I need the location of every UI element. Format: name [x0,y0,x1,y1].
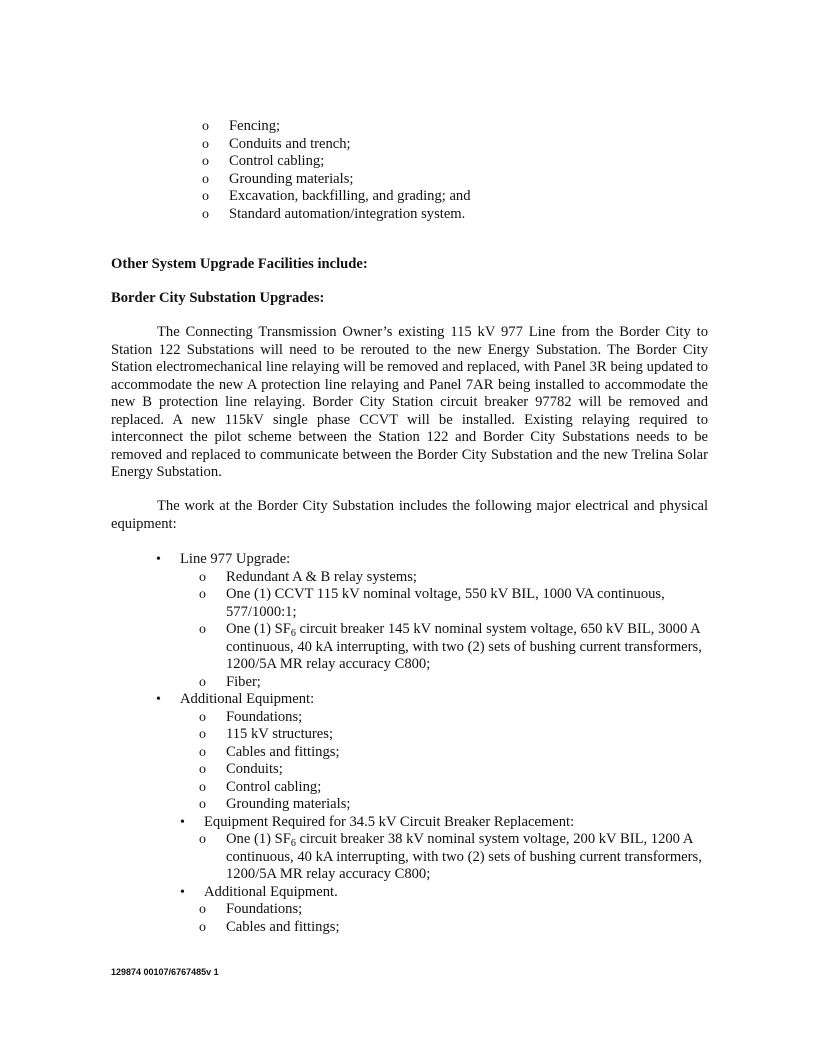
dot-bullet: • [156,692,161,707]
circle-bullet: o [199,709,206,725]
circle-bullet: o [202,154,209,169]
list-item: o Grounding materials; [202,170,354,187]
list-item: o 115 kV structures; [199,726,334,742]
sub-list [199,901,710,936]
list-item-line-977: • Line 977 Upgrade: o Redundant A & B relay systems; o One (1) CCVT 115 kV nominal voltage, 550 kV BIL, 1000 VA continuous, 577/1000:1; o One (1) $SF_6$ circuit breaker 145 kV nominal system voltage, 650 kV BIL, 3000 A continuous, 40 kA interrupting, with two (2) sets of bushing current transformers, 1200/5A MR relay accuracy C800; o Fiber; [180,551,710,691]
list-item: o Conduits; [199,761,283,777]
list-item: o Conduits and trench; [202,135,351,152]
dot-bullet: • [156,552,161,567]
circle-bullet: o [199,674,206,690]
circle-bullet: o [202,171,209,187]
sub-list [180,569,710,692]
list-item-additional-equipment: • Additional Equipment: o Foundations; o 115 kV structures; o Cables and fittings; o Conduits; o Control cabling; o Grounding materials; [180,691,710,814]
body-paragraph: The work at the Border City Substation includes the following major electrical and physical equipment: [111,498,708,532]
list-item: o One (1) CCVT 115 kV nominal voltage, 550 kV BIL, 1000 VA continuous, 577/1000:1; [199,586,665,620]
body-paragraph: The Connecting Transmission Owner’s existing 115 kV 977 Line from the Border City to Station 122 Substations will need to be rerouted to the new Energy Substation. The Border City Station electromechanical line relaying will be removed and replaced, with Panel 3R being updated to accommodate the new A protection line relaying and Panel 7AR being installed to accommodate the new B protection line relaying. Border City Station circuit breaker 97782 will be removed and replaced. A new 115kV single phase CCVT will be installed. Existing relaying required to interconnect the pilot scheme between the Station 122 and Border City Substations needs to be removed and replaced to communicate between the Border City Substation and the new Trelina Solar Energy Substation. [111,324,708,480]
dot-bullet: • [180,814,185,830]
list-item: o Standard automation/integration system. [202,205,466,222]
document-footer-id: 129874 00107/6767485v 1 [111,967,219,977]
list-item: o Redundant A & B relay systems; [199,568,417,585]
subsection-heading: Border City Substation Upgrades: [111,290,325,306]
list-item: o One (1) $SF_6$ circuit breaker 145 kV nominal system voltage, 650 kV BIL, 3000 A continuous, 40 kA interrupting, with two (2) sets of bushing current transformers, 1200/5A MR relay accuracy C800; [199,621,702,672]
circle-bullet: o [199,569,206,585]
list-item: o One (1) $SF_6$ circuit breaker 38 kV nominal system voltage, 200 kV BIL, 1200 A continuous, 40 kA interrupting, with two (2) sets of bushing current transformers, 1200/5A MR relay accuracy C800; [199,831,702,882]
list-item-additional-equipment-2: • Additional Equipment. o Foundations; o Cables and fittings; [204,884,710,937]
circle-bullet: o [202,206,209,222]
circle-bullet: o [199,832,206,847]
list-item: o Grounding materials; [199,796,351,812]
circle-bullet: o [199,744,206,760]
circle-bullet: o [199,762,206,777]
circle-bullet: o [199,919,206,935]
list-item: o Cables and fittings; [199,918,340,935]
list-item-breaker-replacement: • Equipment Required for 34.5 kV Circuit Breaker Replacement: o One (1) $SF_6$ circuit breaker 38 kV nominal system voltage, 200 kV BIL, 1200 A continuous, 40 kA interrupting, with two (2) sets of bushing current transformers, 1200/5A MR relay accuracy C800; [204,814,710,884]
circle-bullet: o [202,119,209,134]
list-item: o Fencing; [202,118,281,134]
circle-bullet: o [199,587,206,602]
equipment-list [156,551,710,936]
materials-list [202,118,699,223]
list-item: o Cables and fittings; [199,743,340,760]
list-item: o Foundations; [199,708,303,725]
circle-bullet: o [202,189,209,204]
list-item: o Control cabling; [202,153,325,169]
dot-bullet: • [180,884,185,900]
list-item: o Control cabling; [199,778,322,795]
circle-bullet: o [199,779,206,795]
section-heading: Other System Upgrade Facilities include: [111,256,368,272]
circle-bullet: o [202,136,209,152]
list-item: o Foundations; [199,901,303,917]
circle-bullet: o [199,902,206,917]
list-item: o Excavation, backfilling, and grading; and [202,188,471,204]
sub-list [199,831,710,884]
circle-bullet: o [199,797,206,812]
circle-bullet: o [199,727,206,742]
list-item: o Fiber; [199,673,261,690]
circle-bullet: o [199,622,206,637]
sub-list [180,709,710,814]
